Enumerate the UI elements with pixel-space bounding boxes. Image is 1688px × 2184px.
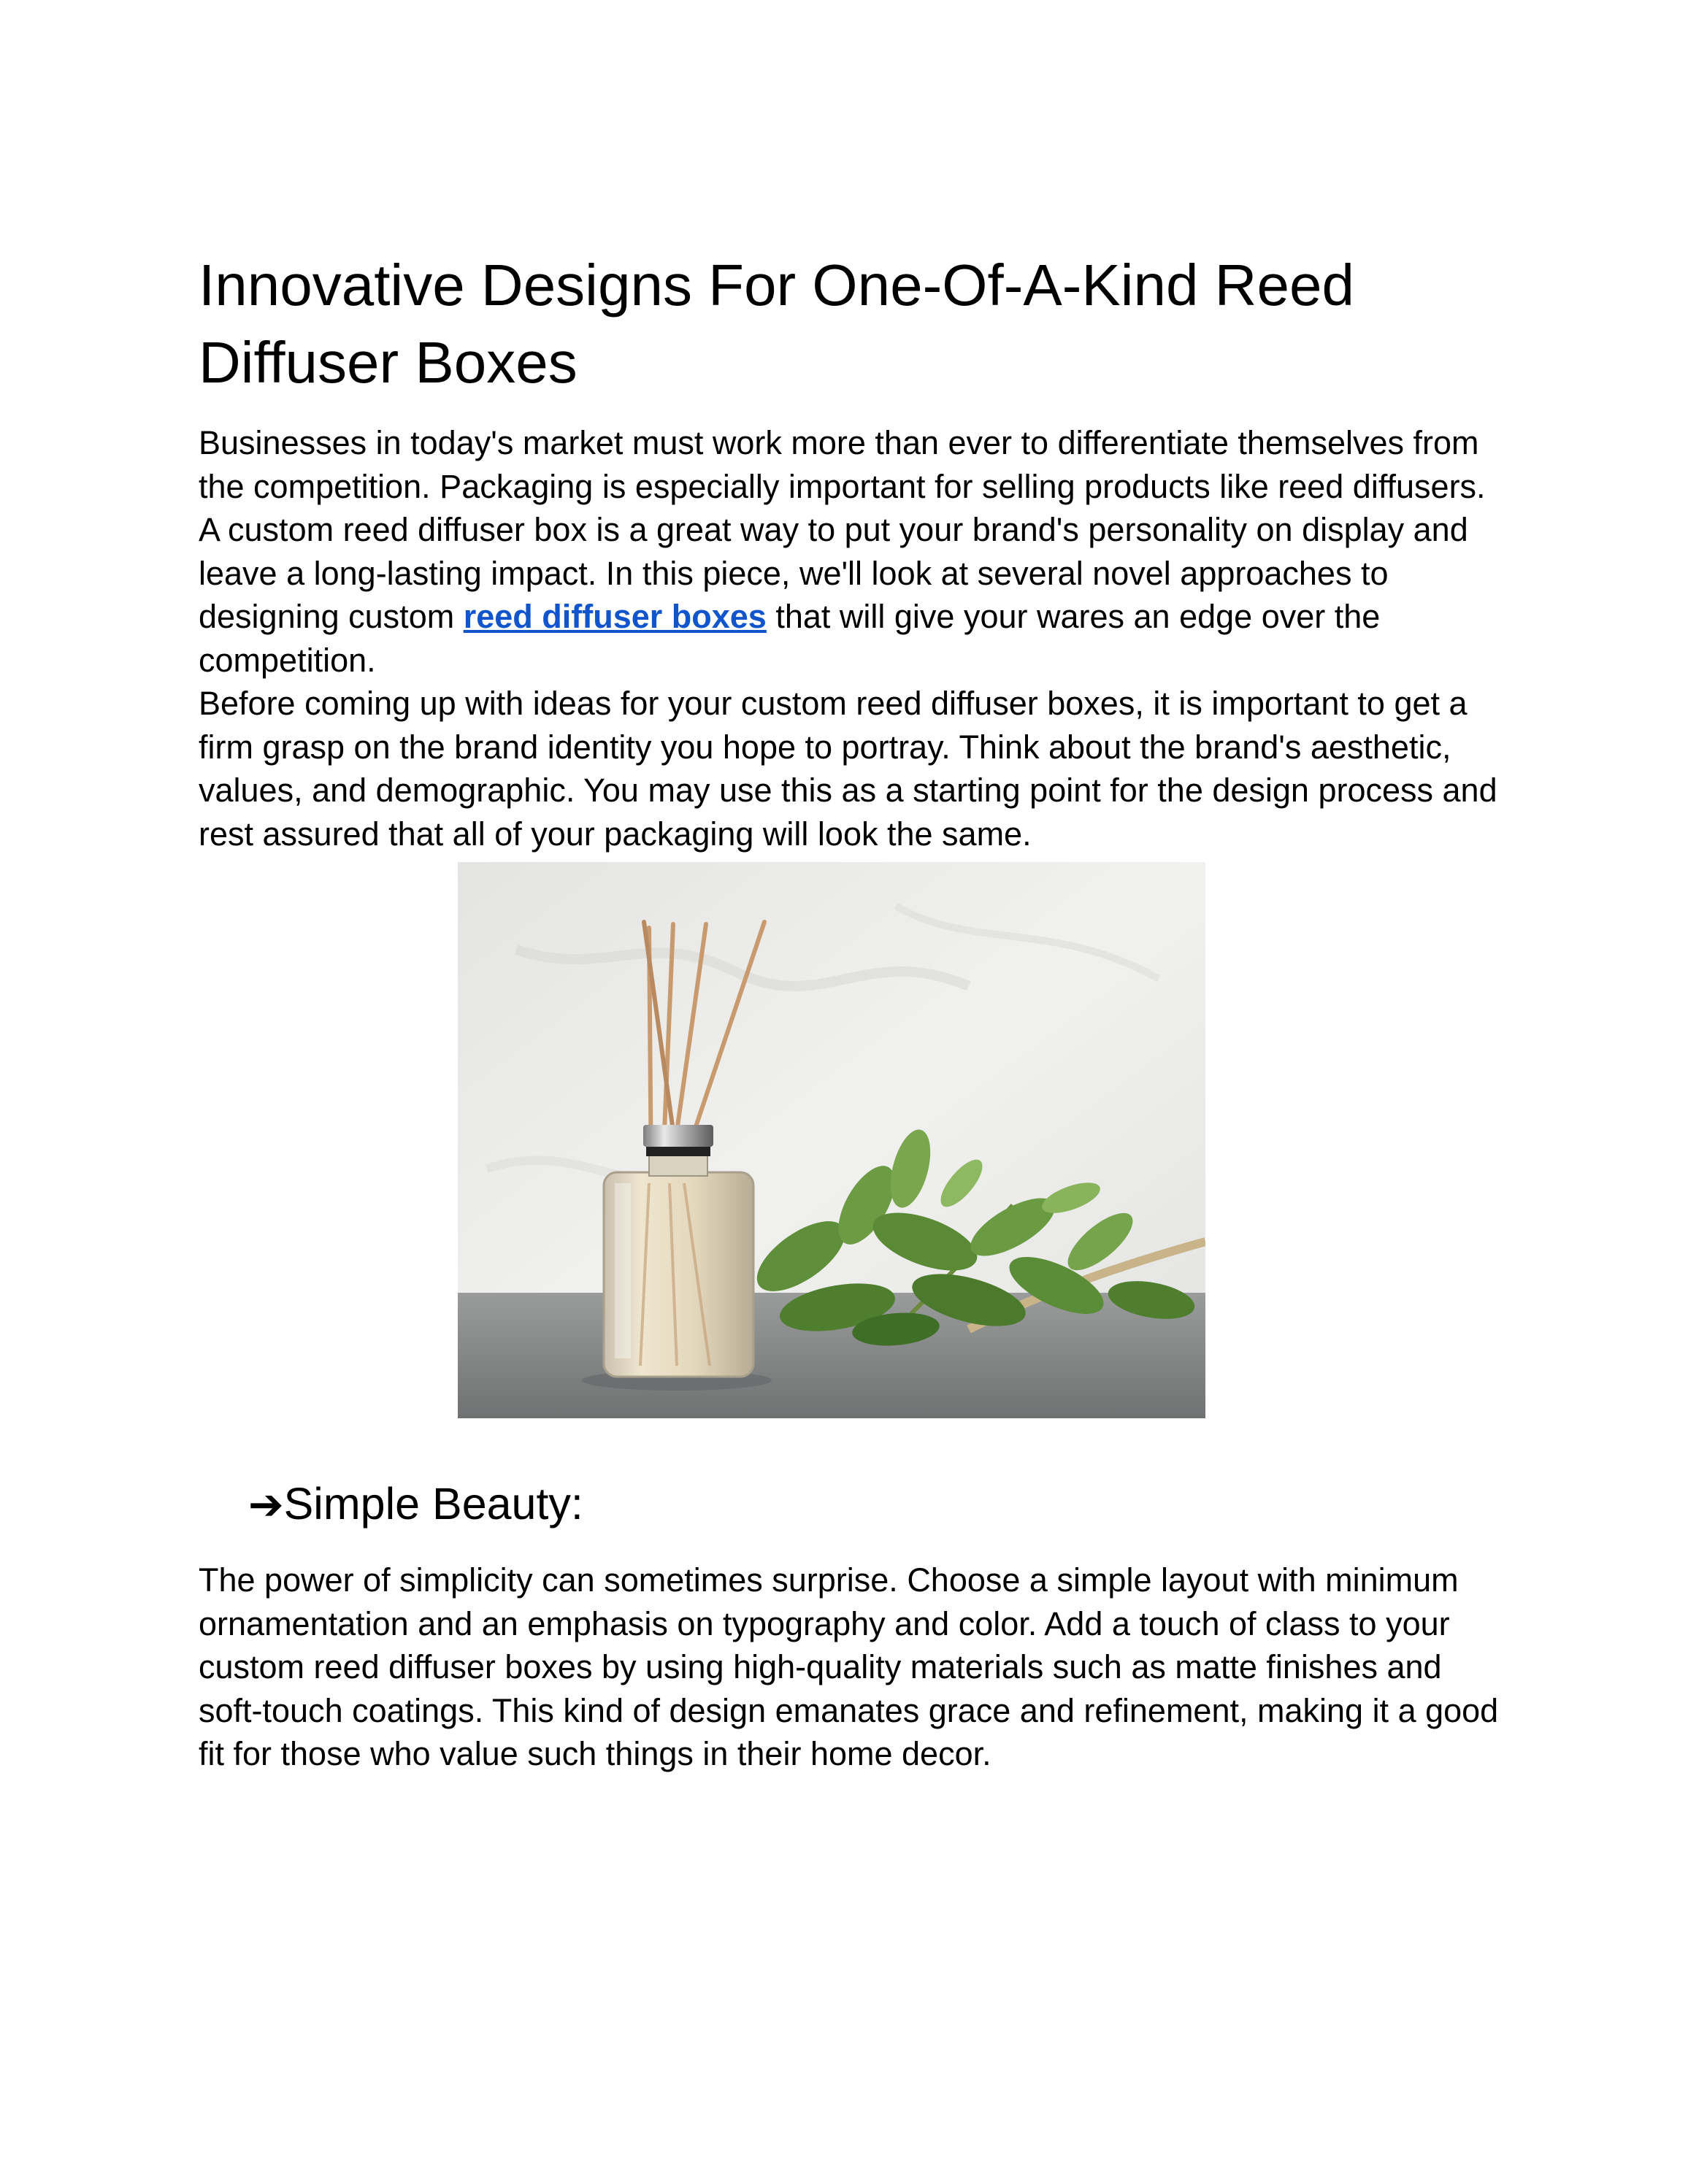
reed-diffuser-photo (458, 862, 1205, 1418)
intro-paragraph (199, 421, 1513, 682)
reed-diffuser-boxes-link[interactable]: reed diffuser boxes (463, 598, 767, 635)
section-heading-text: Simple Beauty: (283, 1479, 583, 1529)
simple-beauty-paragraph: The power of simplicity can sometimes surprise. Choose a simple layout with minimum ornamentation and an emphasis on typography and color. Add a touch of class to your custom reed diffuser boxes by using high-quality materials such as matte finishes and soft-touch coatings. This kind of design emanates grace and refinement, making it a good fit for those who value such things in their home decor. (199, 1561, 1499, 1772)
arrow-right-icon: ➔ (248, 1481, 284, 1529)
brand-identity-paragraph: Before coming up with ideas for your custom reed diffuser boxes, it is important to get a firm grasp on the brand identity you hope to portray. Think about the brand's aesthetic, values, and demographic. You may use this as a starting point for the design process and rest assured that all of your packaging will look the same. (199, 685, 1497, 853)
section-heading (248, 1474, 583, 1534)
page-title: Innovative Designs For One-Of-A-Kind Reed Diffuser Boxes (199, 253, 1354, 395)
intro-text-before-link: Businesses in today's market must work more than ever to differentiate themselves from the competition. Packaging is especially important for selling products like reed diffusers. A custom reed diffuser box is a great way to put your brand's personality on display and leave a long-lasting impact. In this piece, we'll look at several novel approaches to designing custom (199, 424, 1486, 635)
intro-text-after-link: that will give your wares an edge over the competition. (199, 598, 1381, 679)
